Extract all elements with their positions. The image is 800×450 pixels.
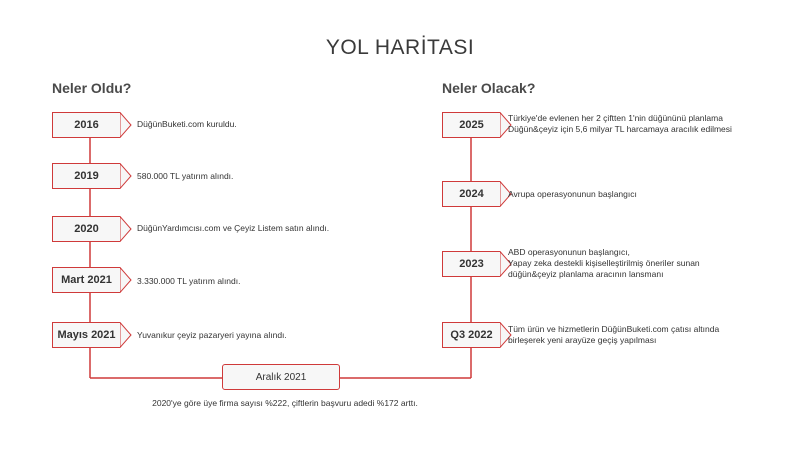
timeline-desc-line: Yapay zeka destekli kişiselleştirilmiş öneriler sunan — [508, 258, 700, 268]
timeline-desc: Yuvanıkur çeyiz pazaryeri yayına alındı. — [137, 330, 287, 340]
past-heading: Neler Oldu? — [52, 80, 132, 96]
timeline-desc-line: ABD operasyonunun başlangıcı, — [508, 247, 630, 257]
future-heading: Neler Olacak? — [442, 80, 536, 96]
arrow-tip-icon — [120, 216, 132, 242]
timeline-year: Mart 2021 — [61, 274, 112, 286]
timeline-year: Q3 2022 — [450, 329, 493, 341]
timeline-year: 2020 — [74, 223, 99, 235]
timeline-year: Mayıs 2021 — [57, 329, 116, 341]
arrow-tip-icon — [120, 163, 132, 189]
timeline-year-box — [52, 322, 120, 348]
timeline-year-box — [442, 112, 500, 138]
timeline-desc-line: Türkiye'de evlenen her 2 çiftten 1'nin düğününü planlama — [508, 113, 723, 123]
arrow-tip-icon — [120, 112, 132, 138]
timeline-year-box — [442, 322, 500, 348]
timeline-desc: 580.000 TL yatırım alındı. — [137, 171, 234, 181]
timeline-desc — [508, 113, 732, 135]
timeline-desc-line: Düğün&çeyiz için 5,6 milyar TL harcamaya aracılık edilmesi — [508, 124, 732, 134]
milestone-box — [222, 364, 340, 390]
timeline-year: 2025 — [459, 119, 484, 131]
timeline-year: 2016 — [74, 119, 99, 131]
timeline-desc: 3.330.000 TL yatırım alındı. — [137, 276, 241, 286]
timeline-year: 2024 — [459, 188, 484, 200]
timeline-desc: DüğünBuketi.com kuruldu. — [137, 119, 237, 129]
milestone-label: Aralık 2021 — [255, 371, 307, 383]
timeline-year-box — [52, 112, 120, 138]
timeline-year-box — [442, 181, 500, 207]
timeline-desc-line: Tüm ürün ve hizmetlerin DüğünBuketi.com çatısı altında — [508, 324, 720, 334]
timeline-desc — [508, 247, 700, 280]
timeline-desc: DüğünYardımcısı.com ve Çeyiz Listem satın alındı. — [137, 223, 330, 233]
timeline-desc — [508, 189, 637, 200]
timeline-year: 2019 — [74, 170, 99, 182]
timeline-year: 2023 — [459, 258, 484, 270]
timeline-desc-line: Avrupa operasyonunun başlangıcı — [508, 189, 637, 199]
timeline-year-box — [52, 267, 120, 293]
timeline-desc-line: birleşerek yeni arayüze geçiş yapılması — [508, 335, 657, 345]
timeline-desc — [508, 324, 719, 346]
arrow-tip-icon — [120, 322, 132, 348]
timeline-year-box — [52, 163, 120, 189]
timeline-desc-line: düğün&çeyiz planlama aracının lansmanı — [508, 269, 664, 279]
timeline-year-box — [52, 216, 120, 242]
page-title: YOL HARİTASI — [325, 36, 475, 59]
milestone-note: 2020'ye göre üye firma sayısı %222, çiftlerin başvuru adedi %172 arttı. — [152, 398, 418, 408]
timeline-year-box — [442, 251, 500, 277]
arrow-tip-icon — [120, 267, 132, 293]
